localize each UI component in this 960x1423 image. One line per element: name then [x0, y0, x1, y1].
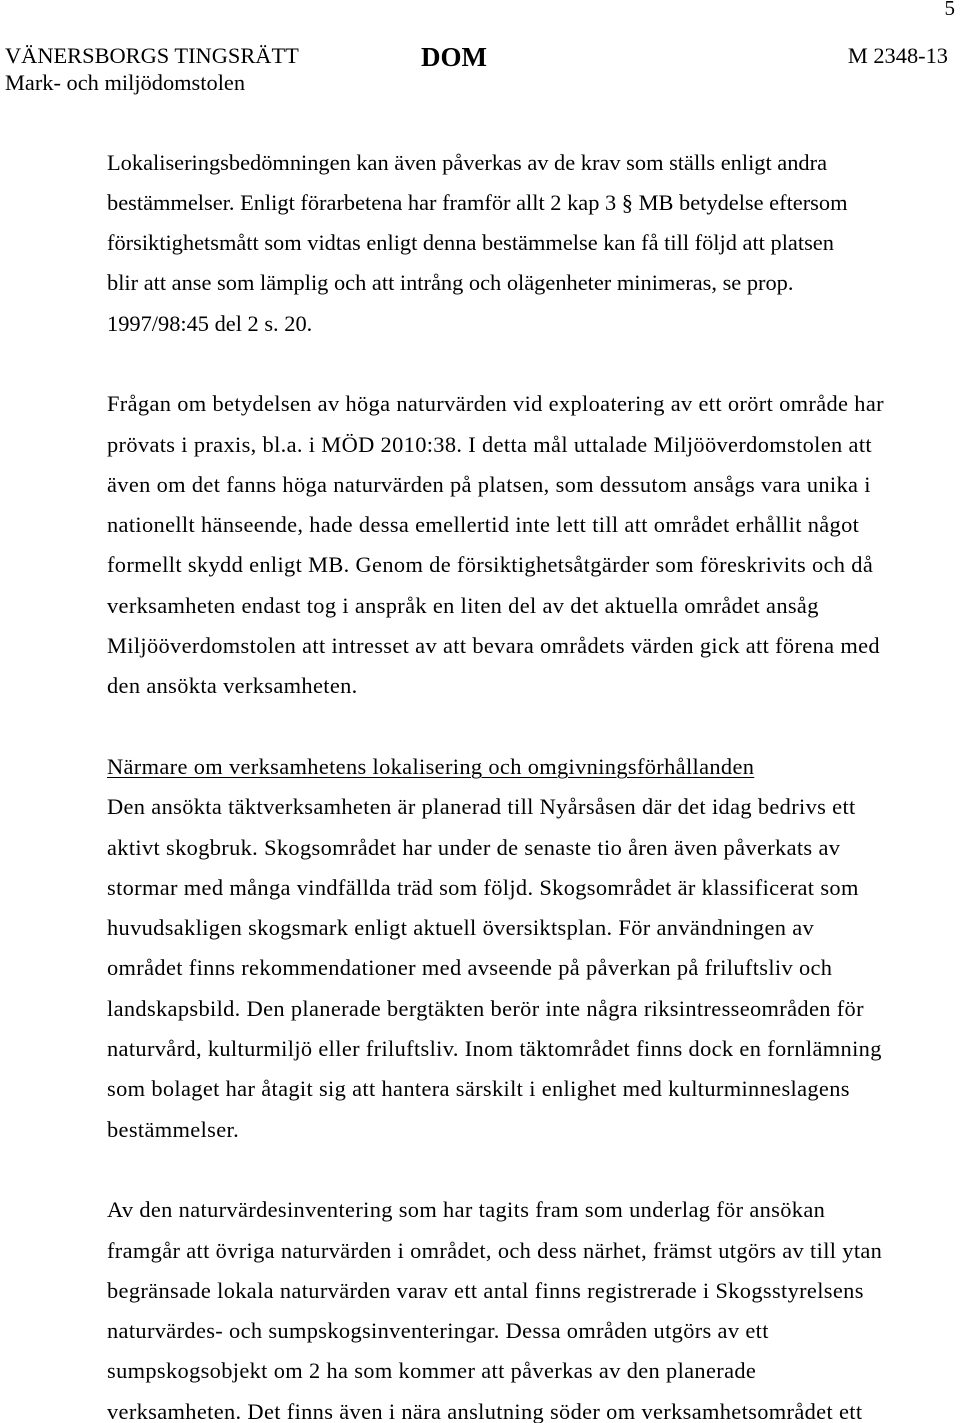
text-line: även om det fanns höga naturvärden på platsen, som dessutom ansågs vara unika i	[107, 471, 871, 497]
text-line: formellt skydd enligt MB. Genom de försiktighetsåtgärder som föreskrivits och då	[107, 552, 874, 578]
document-header-left	[5, 42, 299, 96]
text-line: blir att anse som lämplig och att intrång och olägenheter minimeras, se prop.	[107, 270, 794, 296]
text-line: verksamheten. Det finns även i nära anslutning söder om verksamhetsområdet ett	[107, 1398, 863, 1423]
case-number: M 2348-13	[847, 42, 948, 68]
court-division: Mark- och miljödomstolen	[5, 69, 246, 95]
text-line: Lokaliseringsbedömningen kan även påverkas av de krav som ställs enligt andra	[107, 149, 828, 175]
text-line: försiktighetsmått som vidtas enligt denna bestämmelse kan få till följd att platsen	[107, 230, 834, 256]
text-line: aktivt skogbruk. Skogsområdet har under de senaste tio åren även påverkats av	[107, 834, 841, 860]
text-line: bestämmelser.	[107, 1116, 240, 1142]
paragraph-case-law	[107, 392, 884, 714]
document-type: DOM	[421, 42, 487, 72]
text-line: framgår att övriga naturvärden i området, och dess närhet, främst utgörs av till ytan	[107, 1237, 883, 1263]
text-line: Frågan om betydelsen av höga naturvärden vid exploatering av ett orört område har	[107, 391, 884, 417]
text-line: Den ansökta täktverksamheten är planerad till Nyårsåsen där det idag bedrivs ett	[107, 794, 856, 820]
text-line: 1997/98:45 del 2 s. 20.	[107, 310, 313, 336]
text-line: prövats i praxis, bl.a. i MÖD 2010:38. I detta mål uttalade Miljööverdomstolen att	[107, 431, 872, 457]
text-line: bestämmelser. Enligt förarbetena har framför allt 2 kap 3 § MB betydelse eftersom	[107, 189, 848, 215]
text-line: verksamheten endast tog i anspråk en liten del av det aktuella området ansåg	[107, 592, 819, 618]
section-surroundings	[107, 755, 884, 1158]
court-name: VÄNERSBORGS TINGSRÄTT	[5, 42, 299, 68]
page-number: 5	[944, 0, 955, 20]
text-line: Miljööverdomstolen att intresset av att bevara områdets värden gick att förena med	[107, 633, 880, 659]
text-line: huvudsakligen skogsmark enligt aktuell översiktsplan. För användningen av	[107, 915, 815, 941]
text-line: landskapsbild. Den planerade bergtäkten berör inte några riksintresseområden för	[107, 995, 864, 1021]
paragraph-nature-inventory	[107, 1198, 884, 1422]
text-line: Av den naturvärdesinventering som har tagits fram som underlag för ansökan	[107, 1197, 826, 1223]
text-line: den ansökta verksamheten.	[107, 673, 358, 699]
section-heading: Närmare om verksamhetens lokalisering och omgivningsförhållanden	[107, 753, 755, 779]
text-line: området finns rekommendationer med avseende på påverkan på friluftsliv och	[107, 955, 833, 981]
document-body	[107, 151, 884, 1423]
text-line: naturvård, kulturmiljö eller friluftsliv. Inom täktområdet finns dock en fornlämning	[107, 1036, 882, 1062]
text-line: stormar med många vindfällda träd som följd. Skogsområdet är klassificerat som	[107, 874, 859, 900]
text-line: naturvärdes- och sumpskogsinventeringar. Dessa områden utgörs av ett	[107, 1318, 769, 1344]
paragraph-localization	[107, 151, 884, 352]
text-line: begränsade lokala naturvärden varav ett antal finns registrerade i Skogsstyrelsens	[107, 1277, 864, 1303]
text-line: som bolaget har åtagit sig att hantera särskilt i enlighet med kulturminneslagens	[107, 1076, 850, 1102]
text-line: nationellt hänseende, hade dessa emellertid inte lett till att området erhållit något	[107, 512, 860, 538]
text-line: sumpskogsobjekt om 2 ha som kommer att påverkas av den planerade	[107, 1358, 757, 1384]
